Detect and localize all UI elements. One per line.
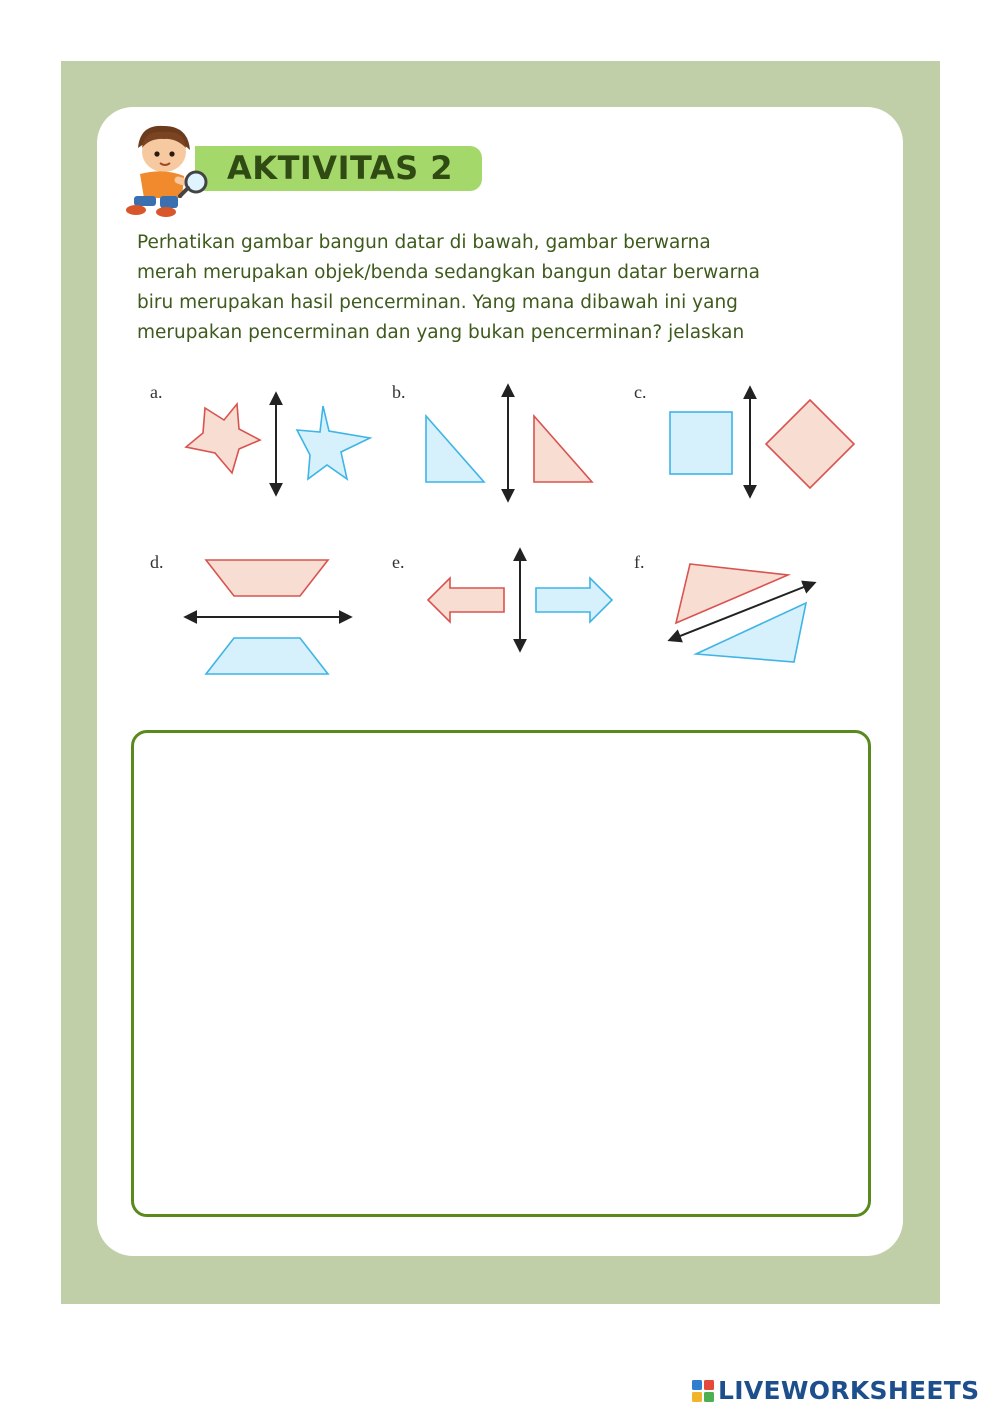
boy-magnifier-icon [120,118,212,218]
figure-label-e: e. [392,552,405,572]
figure-e-arrow [428,550,612,650]
diamond-object [766,400,854,488]
trapezoid-object [206,560,328,596]
instruction-line-4: merupakan pencerminan dan yang bukan pencerminan? jelaskan [137,322,745,343]
reflection-figures [130,370,870,690]
star-mirror [297,406,370,479]
instruction-line-1: Perhatikan gambar bangun datar di bawah, gambar berwarna [137,232,711,253]
instruction-line-2: merah merupakan objek/benda sedangkan bangun datar berwarna [137,262,760,283]
slanted-triangle-mirror [696,603,806,662]
figure-label-a: a. [150,382,163,402]
star-object [186,404,260,473]
figure-d-trapezoid [186,560,350,674]
brand-name: LIVEWORKSHEETS [718,1376,980,1405]
figure-label-d: d. [150,552,164,572]
square-mirror [670,412,732,474]
instruction-line-3: biru merupakan hasil pencerminan. Yang mana dibawah ini yang [137,292,738,313]
answer-box[interactable] [131,730,871,1217]
triangle-object [534,416,592,482]
figure-label-c: c. [634,382,647,402]
liveworksheets-brand [692,1376,979,1406]
figure-f-triangle [670,564,814,662]
figure-label-f: f. [634,552,645,572]
figure-a-star [186,394,370,494]
trapezoid-mirror [206,638,328,674]
figure-b-triangle [426,386,592,500]
instruction-text [137,228,877,348]
arrow-mirror [536,578,612,622]
triangle-mirror [426,416,484,482]
figure-label-b: b. [392,382,406,402]
slanted-triangle-object [676,564,788,623]
liveworksheets-logo-icon [692,1380,714,1402]
figure-c-square [670,388,854,496]
activity-title: AKTIVITAS 2 [227,149,454,187]
arrow-object [428,578,504,622]
